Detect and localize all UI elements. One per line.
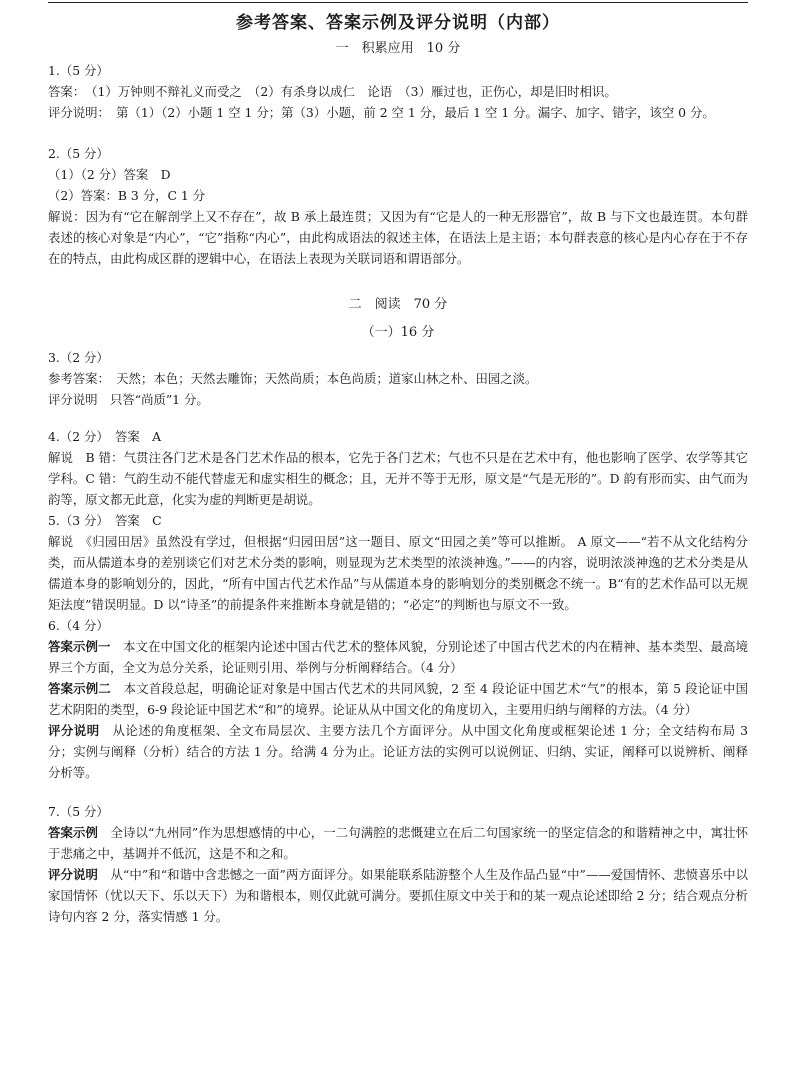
part2-heading: 二 阅读 70 分 — [348, 297, 448, 312]
q1-scoring: 评分说明： 第（1）（2）小题 1 空 1 分；第（3）小题，前 2 空 1 分，最后 1 空 1 分。漏字、加字、错字，该空 0 分。 — [48, 105, 715, 120]
q3-head: 3.（2 分） — [48, 350, 109, 365]
q7-scoring — [48, 864, 748, 927]
q4-explain: 解说 B 错：气贯注各门艺术是各门艺术作品的根本，它先于各门艺术；气也不只是在艺术中有，他也影响了医学、农学等其它学科。C 错：气韵生动不能代替虚无和虚实相生的概念；且，无并不等于无形，原文是“气是无形的”。D 韵有形而实、由气而为韵等，原文都无此意，化实为虚的判断更是胡说。 — [48, 450, 748, 507]
q4-head: 4.（2 分） 答案 A — [48, 429, 162, 444]
q1-head: 1.（5 分） — [48, 63, 109, 78]
q6-scoring-text: 从论述的角度框架、全文布局层次、主要方法几个方面评分。从中国文化角度或框架论述 1 分；全文结构布局 3 分；实例与阐释（分析）结合的方法 1 分。给满 4 分为止。论证方法的实例可以说例证、归纳、实证，阐释可以说辨析、阐释分析等。 — [48, 723, 748, 780]
q6-example-2-label: 答案示例二 — [48, 681, 112, 696]
q7-example — [48, 822, 748, 864]
q2-sub2: （2）答案：B 3 分，C 1 分 — [48, 188, 206, 203]
q2-head: 2.（5 分） — [48, 146, 109, 161]
q6-example-1-text: 本文在中国文化的框架内论述中国古代艺术的整体风貌，分别论述了中国古代艺术的内在精神、基本类型、最高境界三个方面，全文为总分关系，论证则引用、举例与分析阐释结合。（4 分） — [48, 639, 749, 675]
q7-example-text: 全诗以“九州同”作为思想感情的中心，一二句满腔的悲慨建立在后二句国家统一的坚定信念的和谐精神之中，寓壮怀于悲痛之中，基调并不低沉，这是不和之和。 — [48, 825, 749, 861]
header-rule — [48, 2, 748, 3]
q3-scoring: 评分说明 只答“尚质”1 分。 — [48, 392, 209, 407]
q7-head: 7.（5 分） — [48, 804, 109, 819]
q2-sub1: （1）（2 分）答案 D — [48, 167, 171, 182]
q6-example-2 — [48, 678, 748, 720]
page-title: 参考答案、答案示例及评分说明（内部） — [236, 13, 560, 33]
q7-scoring-text: 从“中”和“和谐中含悲憾之一面”两方面评分。如果能联系陆游整个人生及作品凸显“中”——爱国情怀、悲愤喜乐中以家国情怀（忧以天下、乐以天下）为和谐根本，则仅此就可满分。要抓住原文中关于和的某一观点论述即给 2 分；结合观点分析诗句内容 2 分，落实情感 1 分。 — [48, 867, 749, 924]
q3-answer: 参考答案： 天然；本色；天然去雕饰；天然尚质；本色尚质；道家山林之朴、田园之淡。 — [48, 371, 538, 386]
q2-explain: 解说：因为有“它在解剖学上又不存在”，故 B 承上最连贯；又因为有“它是人的一种无形器官”，故 B 与下文也最连贯。本句群表述的核心对象是“内心”，“它”指称“内心”，由此构成语法的叙述主体，在语法上是主语；本句群表意的核心是内心存在于不存在的特点，由此构成区群的逻辑中心，在语法上表现为关联词语和谓语部分。 — [48, 209, 748, 266]
q7-example-label: 答案示例 — [48, 825, 98, 840]
q6-example-1-label: 答案示例一 — [48, 639, 111, 654]
q6-scoring-label: 评分说明 — [48, 723, 100, 738]
part1-heading: 一 积累应用 10 分 — [335, 41, 461, 56]
q5-explain: 解说 《归园田居》虽然没有学过，但根据“归园田居”这一题目、原文“田园之美”等可以推断。 A 原文——“若不从文化结构分类，而从儒道本身的差别谈它们对艺术分类的影响，则显现为艺术类型的浓淡神逸。”——的内容，说明浓淡神逸的艺术分类是从儒道本身的影响划分的，因此，“所有中国古代艺术作品”与从儒道本身的影响划分的类别概念不统一。B“有的艺术作品可以无规矩法度”错误明显。D 以“诗圣”的前提条件来推断本身就是错的；“必定”的判断也与原文不一致。 — [48, 534, 748, 612]
document-page — [48, 8, 748, 927]
q5-head: 5.（3 分） 答案 C — [48, 513, 162, 528]
part2-subheading: （一）16 分 — [361, 325, 435, 340]
q6-head: 6.（4 分） — [48, 618, 109, 633]
q7-scoring-label: 评分说明 — [48, 867, 98, 882]
q6-example-2-text: 本文首段总起，明确论证对象是中国古代艺术的共同风貌，2 至 4 段论证中国艺术“气”的根本，第 5 段论证中国艺术阴阳的类型，6-9 段论证中国艺术“和”的境界。论证从从中国文化的角度切入，主要用归纳与阐释的方法。（4 分） — [48, 681, 749, 717]
q6-example-1 — [48, 636, 748, 678]
q6-scoring — [48, 720, 748, 783]
q1-answer: 答案： （1）万钟则不辩礼义而受之 （2）有杀身以成仁 论语 （3）雁过也，正伤心，却是旧时相识。 — [48, 84, 617, 99]
